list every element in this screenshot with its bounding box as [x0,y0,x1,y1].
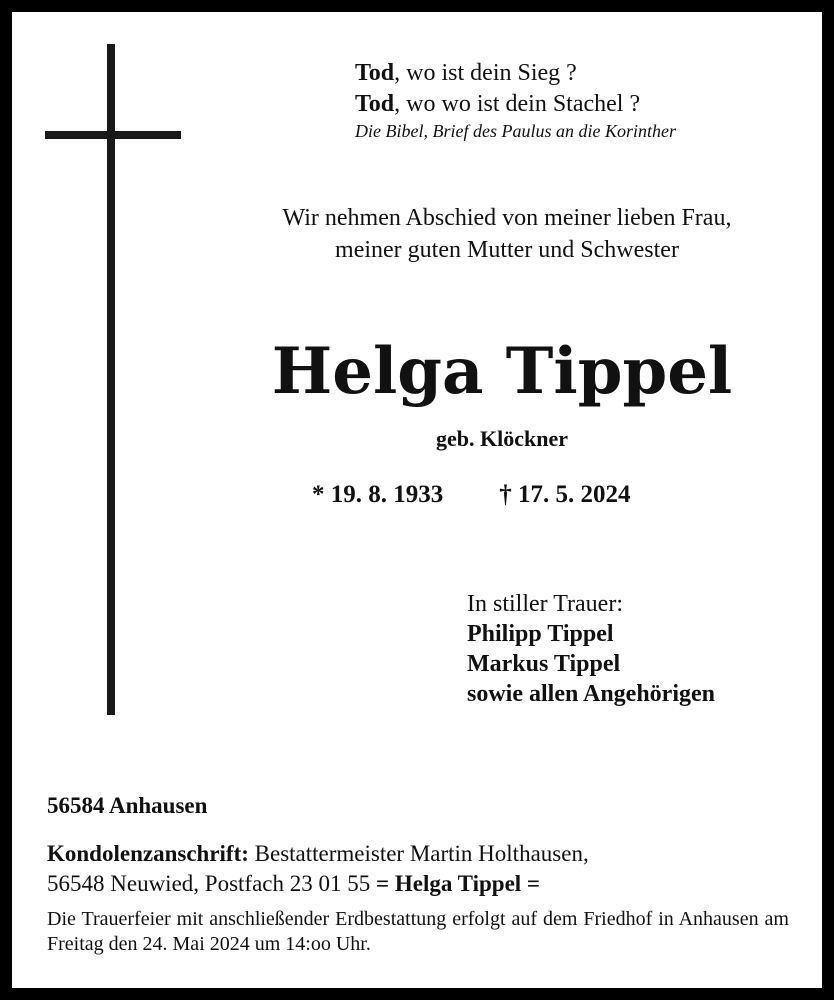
deceased-name: Helga Tippel [271,334,733,409]
mourners-block [467,589,812,709]
intro-line-1: Wir nehmen Abschied von meiner lieben Frau, [282,205,732,231]
funeral-note: Die Trauerfeier mit anschließender Erdbestattung erfolgt auf dem Friedhof in Anhausen am Freitag den 24. Mai 2024 um 14:oo Uhr. [47,908,789,955]
cross-icon [107,44,115,715]
obituary-notice [12,12,822,988]
birth-name: geb. Klöckner [436,426,568,451]
death-date: † 17. 5. 2024 [499,481,631,508]
condolence-label: Kondolenzanschrift: [47,841,249,866]
birth-date: * 19. 8. 1933 [312,481,444,508]
verse-line-1: Tod, wo ist dein Sieg ? [355,60,577,86]
farewell-intro [212,202,802,266]
bible-verse [355,58,805,142]
condolence-address [47,839,807,899]
place-line: 56584 Anhausen [47,793,208,818]
condolence-line-2: 56548 Neuwied, Postfach 23 01 55 = Helga Tippel = [47,871,541,896]
mourners-intro: In stiller Trauer: [467,591,623,617]
verse-line-2: Tod, wo wo ist dein Stachel ? [355,91,641,117]
mourner-name: sowie allen Angehörigen [467,681,716,707]
life-dates [312,480,712,510]
mourner-name: Markus Tippel [467,651,621,677]
cross-icon-bar [45,131,181,139]
mourner-name: Philipp Tippel [467,621,614,647]
condolence-line-1: Kondolenzanschrift: Bestattermeister Martin Holthausen, [47,841,589,866]
verse-citation: Die Bibel, Brief des Paulus an die Korinther [355,121,676,141]
intro-line-2: meiner guten Mutter und Schwester [335,237,679,263]
